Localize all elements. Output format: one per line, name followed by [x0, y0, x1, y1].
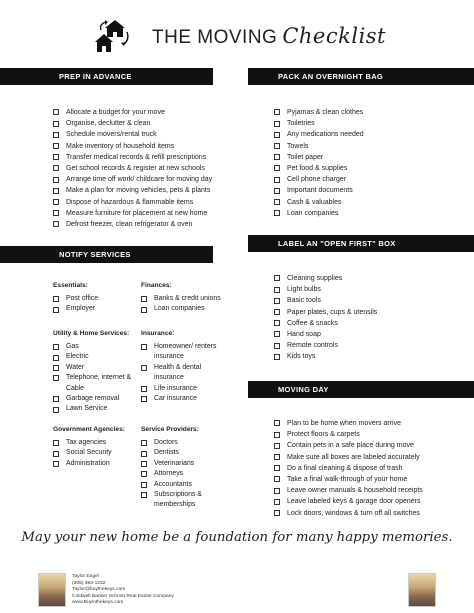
checklist-item-label: Employer — [66, 305, 96, 313]
checklist-item-label: Organise, declutter & clean — [66, 120, 151, 128]
checklist-item[interactable] — [274, 163, 364, 174]
contact-text: Taylor Engel — [72, 574, 99, 579]
checklist-item[interactable] — [274, 129, 364, 140]
notify-group-title-government: Government Agencies: — [53, 426, 125, 433]
checklist-item-label: Light bulbs — [287, 286, 321, 294]
checklist-item[interactable] — [274, 208, 364, 219]
checklist-item[interactable] — [141, 438, 221, 448]
checklist-item[interactable] — [141, 394, 219, 404]
checklist-item[interactable] — [274, 284, 377, 295]
checklist-item-label: Administration — [66, 459, 110, 467]
checklist-item-label: Contain pets in a safe place during move — [287, 442, 414, 450]
contact-text: Taylor@buythekeys.com — [72, 587, 126, 593]
checkbox[interactable] — [274, 510, 280, 516]
checklist-item[interactable] — [274, 474, 423, 485]
notify-group-finances — [141, 294, 241, 315]
checklist-item[interactable] — [274, 429, 423, 440]
notify-group-essentials — [53, 294, 133, 315]
checkbox[interactable] — [274, 331, 280, 337]
checklist-item-label: Paper plates, cups & utensils — [287, 308, 378, 316]
checkbox[interactable] — [274, 121, 280, 127]
notify-group-title-service-providers: Service Providers: — [141, 426, 199, 433]
checklist-item[interactable] — [53, 294, 133, 304]
checklist-item-label: Get school records & register at new schools — [66, 164, 205, 172]
checklist-item[interactable] — [274, 307, 377, 318]
checklist-item[interactable] — [274, 463, 423, 474]
checklist-item[interactable] — [53, 394, 135, 404]
checklist-item-label: Take a final walk-through of your home — [287, 475, 408, 483]
checkbox[interactable] — [274, 143, 280, 149]
checklist-item[interactable] — [274, 440, 423, 451]
checklist-item-label: Veterinarians — [154, 459, 195, 467]
checkbox[interactable] — [141, 344, 147, 350]
checklist-item-label: Health & dental insurance — [154, 363, 202, 382]
checklist-item-label: Electric — [66, 353, 89, 361]
checklist-item[interactable] — [53, 129, 212, 140]
checklist-item-label: Tax agencies — [66, 439, 107, 446]
checklist-item-label: Subscriptions & memberships — [154, 491, 202, 509]
checkbox[interactable] — [274, 354, 280, 360]
checklist-item-label: Measure furniture for placement at new home — [66, 209, 208, 217]
checklist-item-label: Allocate a budget for your move — [66, 109, 165, 116]
checklist-item[interactable] — [53, 163, 212, 174]
checklist-item-label: Towels — [287, 142, 309, 150]
overnight-bag-checklist — [274, 107, 364, 219]
checklist-item-label: Toilet paper — [287, 153, 324, 161]
title-script: Checklist — [282, 24, 386, 48]
checklist-item[interactable] — [53, 342, 135, 352]
checkbox[interactable] — [141, 461, 147, 467]
checkbox[interactable] — [53, 355, 59, 361]
checkbox[interactable] — [53, 143, 59, 149]
checklist-item[interactable] — [274, 452, 423, 463]
checkbox[interactable] — [53, 165, 59, 171]
checklist-item[interactable] — [53, 152, 212, 163]
checklist-item-label: Dispose of hazardous & flammable items — [66, 198, 194, 206]
checklist-item-label: Leave labeled keys & garage door openers — [287, 498, 421, 506]
checkbox[interactable] — [53, 121, 59, 127]
checklist-item[interactable] — [53, 404, 135, 414]
checkbox[interactable] — [53, 440, 59, 446]
section-header-moving-day: MOVING DAY — [248, 381, 474, 398]
checklist-item[interactable] — [274, 197, 364, 208]
notify-group-title-utility: Utility & Home Services: — [53, 330, 130, 337]
checkbox[interactable] — [53, 109, 59, 115]
checklist-item[interactable] — [141, 342, 219, 363]
checkbox[interactable] — [53, 154, 59, 160]
checklist-item[interactable] — [141, 363, 219, 384]
checklist-item-label: Coffee & snacks — [287, 319, 338, 327]
checkbox[interactable] — [274, 343, 280, 349]
checklist-item-label: Make a plan for moving vehicles, pets & plants — [66, 187, 211, 195]
checkbox[interactable] — [53, 132, 59, 138]
checklist-item[interactable] — [53, 438, 135, 448]
checklist-item[interactable] — [53, 352, 135, 362]
checklist-item[interactable] — [274, 107, 364, 118]
checklist-item-label: Cell phone charger — [287, 176, 347, 184]
checklist-item-label: Cleaning supplies — [287, 275, 343, 282]
checklist-item[interactable] — [274, 118, 364, 129]
checklist-item-label: Defrost freezer, clean refrigerator & oven — [66, 220, 193, 228]
checklist-item[interactable] — [141, 294, 241, 304]
checkbox[interactable] — [53, 344, 59, 350]
checkbox[interactable] — [274, 432, 280, 438]
checkbox[interactable] — [53, 188, 59, 194]
contact-text: (305) 393-1232 — [72, 580, 106, 586]
checkbox[interactable] — [274, 465, 280, 471]
checkbox[interactable] — [53, 221, 59, 227]
checklist-item-label: Any medications needed — [287, 131, 364, 139]
checklist-item-label: Post office — [66, 295, 99, 302]
contact-text: Coldwell Banker Schmitt Real Estate Company — [72, 593, 174, 599]
checkbox[interactable] — [274, 188, 280, 194]
checklist-item[interactable] — [53, 373, 135, 394]
notify-group-government — [53, 438, 135, 469]
checklist-item-label: Basic tools — [287, 297, 321, 305]
checklist-item-label: Important documents — [287, 187, 353, 195]
checklist-item[interactable] — [274, 152, 364, 163]
checklist-item[interactable] — [274, 485, 423, 496]
contact-line — [72, 600, 174, 607]
checklist-item-label: Life insurance — [154, 384, 197, 392]
section-header-notify: NOTIFY SERVICES — [0, 246, 213, 263]
checklist-item[interactable] — [141, 469, 221, 479]
checkbox[interactable] — [274, 109, 280, 115]
checklist-item-label: Transfer medical records & refill prescriptions — [66, 153, 207, 161]
checklist-item-label: Do a final cleaning & dispose of trash — [287, 464, 403, 472]
checklist-item-label: Pyjamas & clean clothes — [287, 109, 364, 116]
checkbox[interactable] — [274, 199, 280, 205]
checklist-item-label: Hand soap — [287, 330, 321, 338]
moving-day-checklist — [274, 418, 423, 519]
checkbox[interactable] — [141, 307, 147, 313]
section-header-overnight-bag: PACK AN OVERNIGHT BAG — [248, 68, 474, 85]
checklist-item[interactable] — [274, 295, 377, 306]
section-header-prep: PREP IN ADVANCE — [0, 68, 213, 85]
prep-checklist — [53, 107, 212, 230]
checklist-item[interactable] — [53, 118, 212, 129]
checkbox[interactable] — [141, 492, 147, 498]
checklist-item-label: Gas — [66, 343, 79, 350]
contact-line — [72, 587, 174, 594]
checklist-item[interactable] — [274, 508, 423, 519]
contact-text: www.Buyinthekeys.com — [72, 600, 124, 606]
title-main: THE MOVING — [152, 27, 278, 48]
checkbox[interactable] — [141, 440, 147, 446]
checkbox[interactable] — [53, 365, 59, 371]
checkbox[interactable] — [274, 177, 280, 183]
checklist-item-label: Leave owner manuals & household receipts — [287, 487, 423, 495]
checklist-item[interactable] — [274, 496, 423, 507]
checklist-item-label: Lock doors, windows & turn off all switches — [287, 509, 420, 517]
tagline: May your new home be a foundation for many happy memories. — [21, 530, 453, 545]
checklist-item[interactable] — [141, 304, 241, 314]
checkbox[interactable] — [274, 309, 280, 315]
contact-line — [72, 574, 174, 581]
checkbox[interactable] — [274, 454, 280, 460]
checkbox[interactable] — [53, 177, 59, 183]
checklist-item-label: Protect floors & carpets — [287, 431, 360, 439]
checklist-item[interactable] — [274, 418, 423, 429]
checklist-item-label: Dentists — [154, 449, 179, 457]
checklist-item-label: Make sure all boxes are labeled accurately — [287, 453, 420, 461]
checkbox[interactable] — [141, 482, 147, 488]
checklist-item[interactable] — [53, 197, 212, 208]
checkbox[interactable] — [274, 420, 280, 426]
checklist-item[interactable] — [53, 208, 212, 219]
checkbox[interactable] — [53, 199, 59, 205]
checklist-item[interactable] — [53, 219, 212, 230]
checklist-item-label: Toiletries — [287, 120, 315, 128]
checklist-item[interactable] — [53, 459, 135, 469]
checkbox[interactable] — [141, 471, 147, 477]
checklist-item-label: Water — [66, 363, 85, 371]
checklist-item-label: Attorneys — [154, 470, 184, 478]
checkbox[interactable] — [53, 461, 59, 467]
checklist-item[interactable] — [53, 107, 212, 118]
notify-group-service-providers — [141, 438, 221, 511]
notify-group-title-finances: Finances: — [141, 282, 172, 289]
checkbox[interactable] — [53, 210, 59, 216]
checkbox[interactable] — [274, 298, 280, 304]
page-title — [152, 24, 386, 49]
checklist-item[interactable] — [274, 174, 364, 185]
checkbox[interactable] — [274, 476, 280, 482]
checklist-item-label: Pet food & supplies — [287, 164, 348, 172]
checklist-item[interactable] — [274, 273, 377, 284]
checkbox[interactable] — [141, 365, 147, 371]
checkbox[interactable] — [141, 451, 147, 457]
agent-contact-info — [72, 574, 174, 607]
checkbox[interactable] — [274, 320, 280, 326]
checklist-item[interactable] — [141, 459, 221, 469]
checklist-item[interactable] — [141, 384, 219, 394]
checklist-item[interactable] — [141, 448, 221, 458]
notify-group-title-insurance: Insurance: — [141, 330, 175, 337]
checkbox[interactable] — [274, 499, 280, 505]
checklist-item[interactable] — [141, 480, 221, 490]
checklist-item[interactable] — [274, 351, 377, 362]
checklist-item-label: Remote controls — [287, 342, 338, 350]
checkbox[interactable] — [274, 443, 280, 449]
checkbox[interactable] — [141, 386, 147, 392]
checklist-item[interactable] — [274, 141, 364, 152]
houses-moving-icon — [93, 18, 133, 54]
checkbox[interactable] — [274, 275, 280, 281]
checkbox[interactable] — [274, 132, 280, 138]
checkbox[interactable] — [274, 165, 280, 171]
checkbox[interactable] — [274, 154, 280, 160]
checklist-item-label: Banks & credit unions — [154, 295, 221, 302]
checklist-item[interactable] — [141, 490, 221, 511]
checklist-item-label: Lawn Service — [66, 405, 108, 413]
checklist-item[interactable] — [53, 141, 212, 152]
checkbox[interactable] — [141, 396, 147, 402]
checklist-item-label: Garbage removal — [66, 395, 120, 403]
open-first-checklist — [274, 273, 377, 363]
checklist-item-label: Accountants — [154, 480, 192, 488]
checkbox[interactable] — [53, 407, 59, 413]
checkbox[interactable] — [274, 488, 280, 494]
checklist-item-label: Loan companies — [287, 209, 339, 217]
checkbox[interactable] — [53, 296, 59, 302]
checkbox[interactable] — [53, 451, 59, 457]
header — [0, 0, 474, 62]
checklist-item[interactable] — [274, 329, 377, 340]
checklist-item-label: Plan to be home when movers arrive — [287, 420, 401, 427]
checklist-item[interactable] — [274, 185, 364, 196]
checklist-item[interactable] — [274, 340, 377, 351]
notify-group-utility — [53, 342, 135, 415]
checklist-item-label: Telephone, internet & Cable — [66, 374, 132, 392]
checklist-item-label: Kids toys — [287, 353, 316, 361]
checklist-item-label: Schedule movers/rental truck — [66, 131, 157, 139]
checklist-item[interactable] — [53, 304, 133, 314]
checklist-item-label: Make inventory of household items — [66, 142, 175, 150]
checkbox[interactable] — [53, 375, 59, 381]
notify-group-title-essentials: Essentials: — [53, 282, 88, 289]
checklist-item-label: Doctors — [154, 439, 178, 446]
checklist-item[interactable] — [53, 363, 135, 373]
checkbox[interactable] — [274, 287, 280, 293]
checklist-item[interactable] — [53, 185, 212, 196]
checkbox[interactable] — [53, 307, 59, 313]
checklist-item-label: Social Security — [66, 449, 112, 457]
checklist-item-label: Loan companies — [154, 305, 205, 313]
checklist-item-label: Homeowner/ renters insurance — [154, 343, 217, 361]
agent-photo — [38, 573, 66, 607]
checkbox[interactable] — [53, 396, 59, 402]
section-header-open-first: LABEL AN "OPEN FIRST" BOX — [248, 235, 474, 252]
checkbox[interactable] — [141, 296, 147, 302]
notify-group-insurance — [141, 342, 219, 404]
checklist-item-label: Arrange time off work/ childcare for moving day — [66, 176, 213, 184]
agent-photo-right — [408, 573, 436, 607]
checklist-item[interactable] — [53, 174, 212, 185]
checklist-item-label: Cash & valuables — [287, 198, 342, 206]
checklist-item[interactable] — [274, 318, 377, 329]
checklist-item[interactable] — [53, 448, 135, 458]
checkbox[interactable] — [274, 210, 280, 216]
checklist-item-label: Car insurance — [154, 395, 197, 403]
